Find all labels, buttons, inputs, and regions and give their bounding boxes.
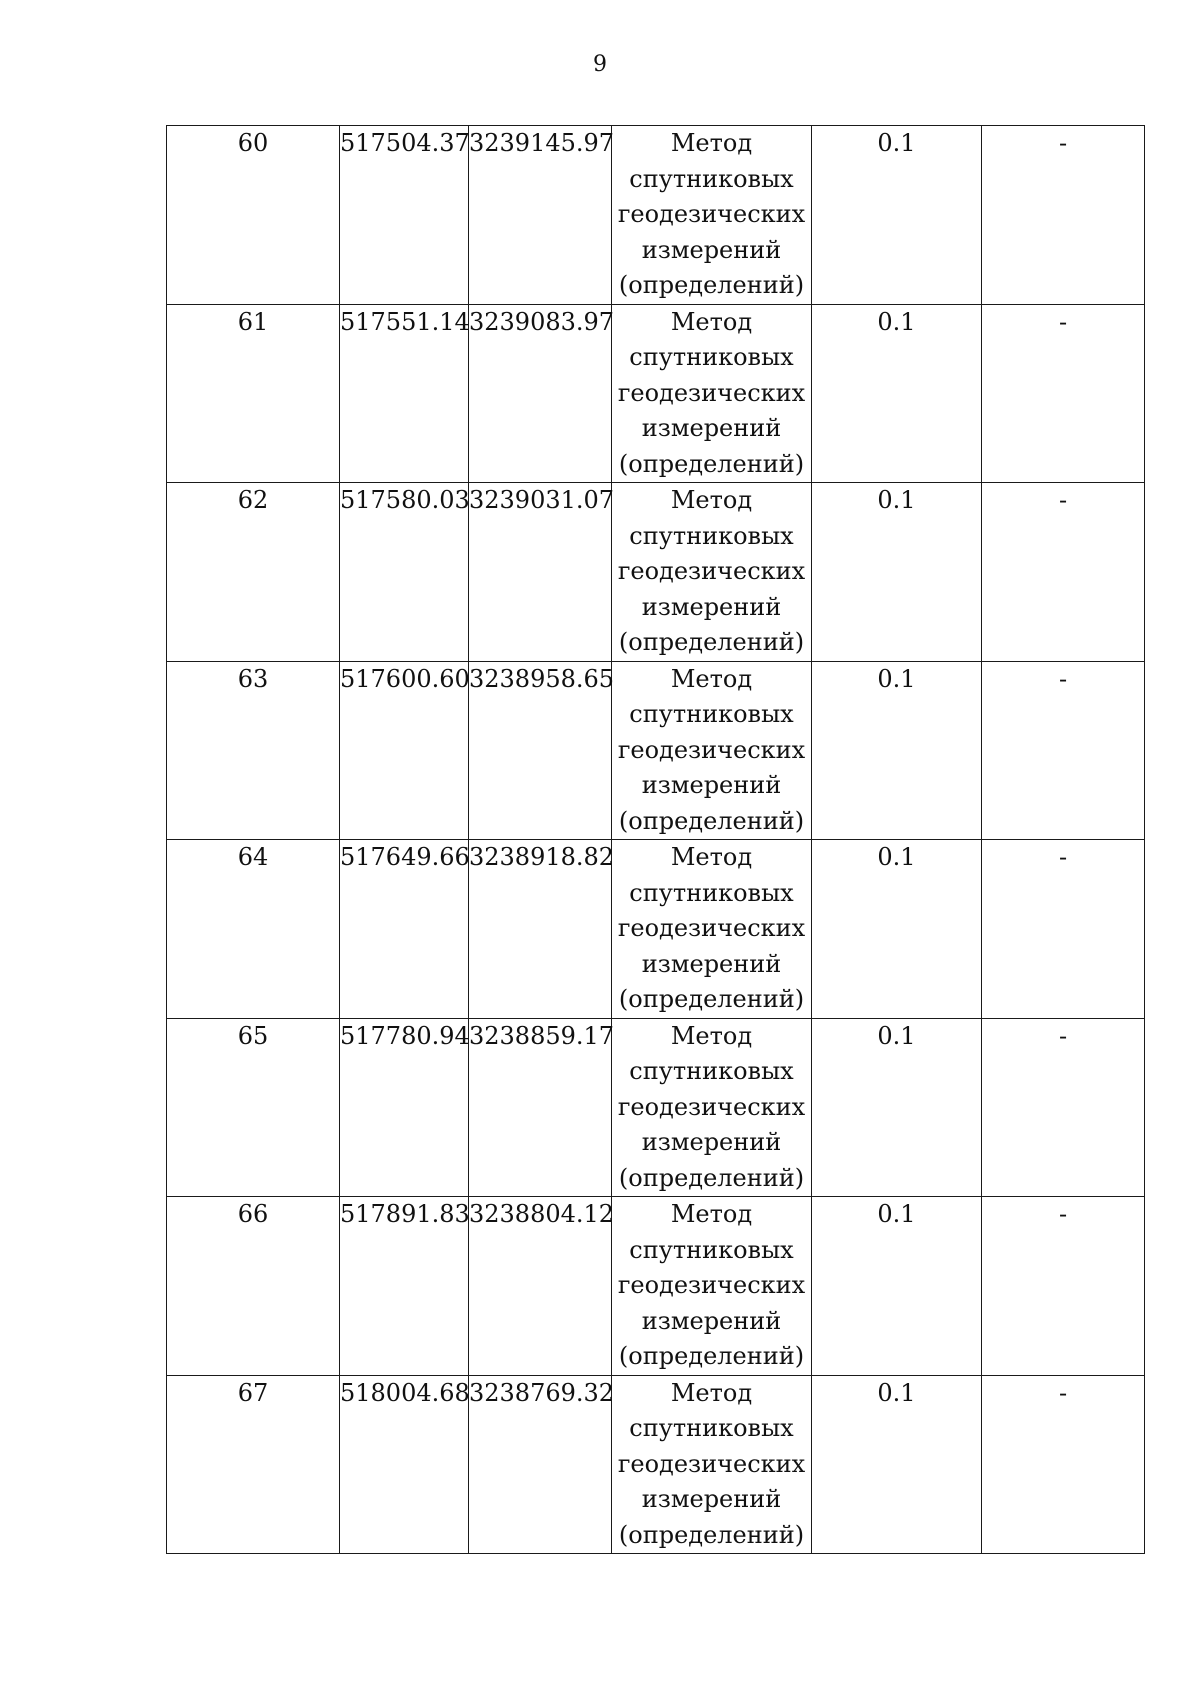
note-cell: - [982, 1018, 1145, 1197]
y-coordinate-cell: 3239083.97 [469, 304, 612, 483]
method-line: геодезических [617, 1092, 806, 1121]
method-cell [612, 661, 812, 840]
y-coordinate-cell: 3238958.65 [469, 661, 612, 840]
coordinates-table [166, 125, 1145, 1554]
page-number: 9 [593, 52, 607, 77]
method-line: спутниковых [629, 521, 794, 550]
method-line: геодезических [617, 1449, 806, 1478]
x-coordinate-cell: 517649.66 [340, 840, 469, 1019]
x-coordinate-cell: 517504.37 [340, 126, 469, 305]
accuracy-cell: 0.1 [812, 1375, 982, 1554]
method-line: измерений [641, 771, 782, 799]
method-line: геодезических [617, 557, 806, 585]
method-line: Метод [670, 843, 753, 871]
method-cell [612, 1197, 812, 1376]
point-number-cell: 65 [167, 1018, 340, 1197]
method-line: спутниковых [629, 343, 794, 371]
table-row [167, 1197, 1145, 1376]
y-coordinate-cell: 3238918.82 [469, 840, 612, 1019]
point-number-cell: 61 [167, 304, 340, 483]
accuracy-cell: 0.1 [812, 840, 982, 1019]
note-cell: - [982, 1197, 1145, 1376]
method-line: (определений) [618, 1520, 805, 1549]
y-coordinate-cell: 3238769.32 [469, 1375, 612, 1554]
point-number-cell: 63 [167, 661, 340, 840]
method-line: (определений) [618, 1342, 805, 1370]
method-cell [612, 126, 812, 305]
method-line: спутниковых [629, 164, 794, 193]
point-number-cell: 62 [167, 483, 340, 662]
accuracy-cell: 0.1 [812, 1018, 982, 1197]
method-line: Метод [670, 307, 753, 336]
method-line: спутниковых [629, 1414, 794, 1442]
method-line: спутниковых [629, 700, 794, 728]
method-line: измерений [641, 1128, 782, 1156]
point-number-cell: 67 [167, 1375, 340, 1554]
method-line: геодезических [617, 914, 806, 942]
method-line: геодезических [617, 200, 806, 228]
method-line: Метод [670, 664, 753, 693]
x-coordinate-cell: 517600.60 [340, 661, 469, 840]
x-coordinate-cell: 517580.03 [340, 483, 469, 662]
method-line: измерений [641, 1485, 782, 1513]
accuracy-cell: 0.1 [812, 1197, 982, 1376]
method-cell [612, 304, 812, 483]
x-coordinate-cell: 517780.94 [340, 1018, 469, 1197]
method-line: измерений [641, 592, 782, 621]
x-coordinate-cell: 517551.14 [340, 304, 469, 483]
table-row [167, 126, 1145, 305]
x-coordinate-cell: 517891.83 [340, 1197, 469, 1376]
method-line: (определений) [618, 271, 805, 299]
x-coordinate-cell: 518004.68 [340, 1375, 469, 1554]
method-line: геодезических [617, 735, 806, 764]
point-number-cell: 64 [167, 840, 340, 1019]
point-number-cell: 66 [167, 1197, 340, 1376]
method-line: Метод [670, 486, 753, 514]
method-line: Метод [670, 1378, 753, 1407]
point-number-cell: 60 [167, 126, 340, 305]
method-line: измерений [641, 235, 782, 264]
note-cell: - [982, 840, 1145, 1019]
table-row [167, 304, 1145, 483]
method-line: (определений) [618, 985, 805, 1013]
table-row [167, 483, 1145, 662]
method-line: измерений [641, 949, 782, 978]
method-cell [612, 483, 812, 662]
method-cell [612, 1375, 812, 1554]
table-row [167, 1018, 1145, 1197]
y-coordinate-cell: 3238859.17 [469, 1018, 612, 1197]
y-coordinate-cell: 3239145.97 [469, 126, 612, 305]
method-line: Метод [670, 1200, 753, 1228]
method-cell [612, 1018, 812, 1197]
method-line: (определений) [618, 628, 805, 656]
note-cell: - [982, 126, 1145, 305]
method-line: (определений) [618, 449, 805, 478]
note-cell: - [982, 661, 1145, 840]
accuracy-cell: 0.1 [812, 126, 982, 305]
note-cell: - [982, 483, 1145, 662]
y-coordinate-cell: 3238804.12 [469, 1197, 612, 1376]
accuracy-cell: 0.1 [812, 304, 982, 483]
method-cell [612, 840, 812, 1019]
method-line: (определений) [618, 806, 805, 835]
method-line: измерений [641, 1306, 782, 1335]
accuracy-cell: 0.1 [812, 483, 982, 662]
accuracy-cell: 0.1 [812, 661, 982, 840]
table-row [167, 661, 1145, 840]
coordinates-table-body [167, 126, 1145, 1554]
method-line: измерений [641, 414, 782, 442]
method-line: спутниковых [629, 878, 794, 907]
note-cell: - [982, 304, 1145, 483]
table-row [167, 840, 1145, 1019]
table-row [167, 1375, 1145, 1554]
method-line: Метод [670, 129, 753, 157]
method-line: спутниковых [629, 1235, 794, 1264]
y-coordinate-cell: 3239031.07 [469, 483, 612, 662]
note-cell: - [982, 1375, 1145, 1554]
method-line: геодезических [617, 378, 806, 407]
method-line: геодезических [617, 1271, 806, 1299]
method-line: (определений) [618, 1163, 805, 1192]
method-line: спутниковых [629, 1057, 794, 1085]
method-line: Метод [670, 1021, 753, 1050]
